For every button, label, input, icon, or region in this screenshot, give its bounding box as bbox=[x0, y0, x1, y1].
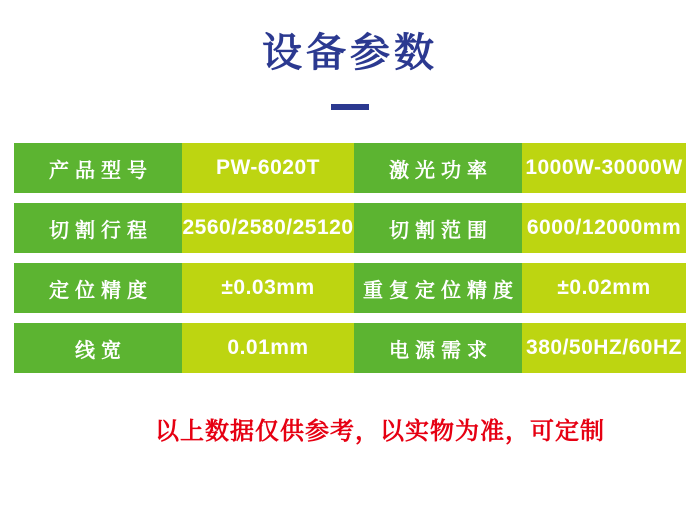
spec-label-cutting-range: 切割范围 bbox=[354, 203, 522, 253]
spec-value-line-width: 0.01mm bbox=[182, 323, 354, 373]
spec-value-repeat-positioning-accuracy: ±0.02mm bbox=[522, 263, 686, 313]
table-row bbox=[14, 143, 686, 193]
spec-value-product-model: PW-6020T bbox=[182, 143, 354, 193]
spec-label-cutting-travel: 切割行程 bbox=[14, 203, 182, 253]
spec-value-cutting-range: 6000/12000mm bbox=[522, 203, 686, 253]
spec-label-laser-power: 激光功率 bbox=[354, 143, 522, 193]
spec-value-laser-power: 1000W-30000W bbox=[522, 143, 686, 193]
spec-label-product-model: 产品型号 bbox=[14, 143, 182, 193]
disclaimer-text: 以上数据仅供参考，以实物为准，可定制 bbox=[155, 418, 605, 445]
spec-value-positioning-accuracy: ±0.03mm bbox=[182, 263, 354, 313]
page-title: 设备参数 bbox=[262, 31, 438, 75]
table-row bbox=[14, 263, 686, 313]
spec-value-cutting-travel: 2560/2580/25120 bbox=[182, 203, 354, 253]
table-row bbox=[14, 203, 686, 253]
spec-label-repeat-positioning-accuracy: 重复定位精度 bbox=[354, 263, 522, 313]
spec-label-power-supply: 电源需求 bbox=[354, 323, 522, 373]
title-divider-dash bbox=[331, 104, 369, 110]
spec-label-positioning-accuracy: 定位精度 bbox=[14, 263, 182, 313]
table-row bbox=[14, 323, 686, 373]
spec-table bbox=[14, 143, 686, 373]
spec-label-line-width: 线宽 bbox=[14, 323, 182, 373]
spec-value-power-supply: 380/50HZ/60HZ bbox=[522, 323, 686, 373]
